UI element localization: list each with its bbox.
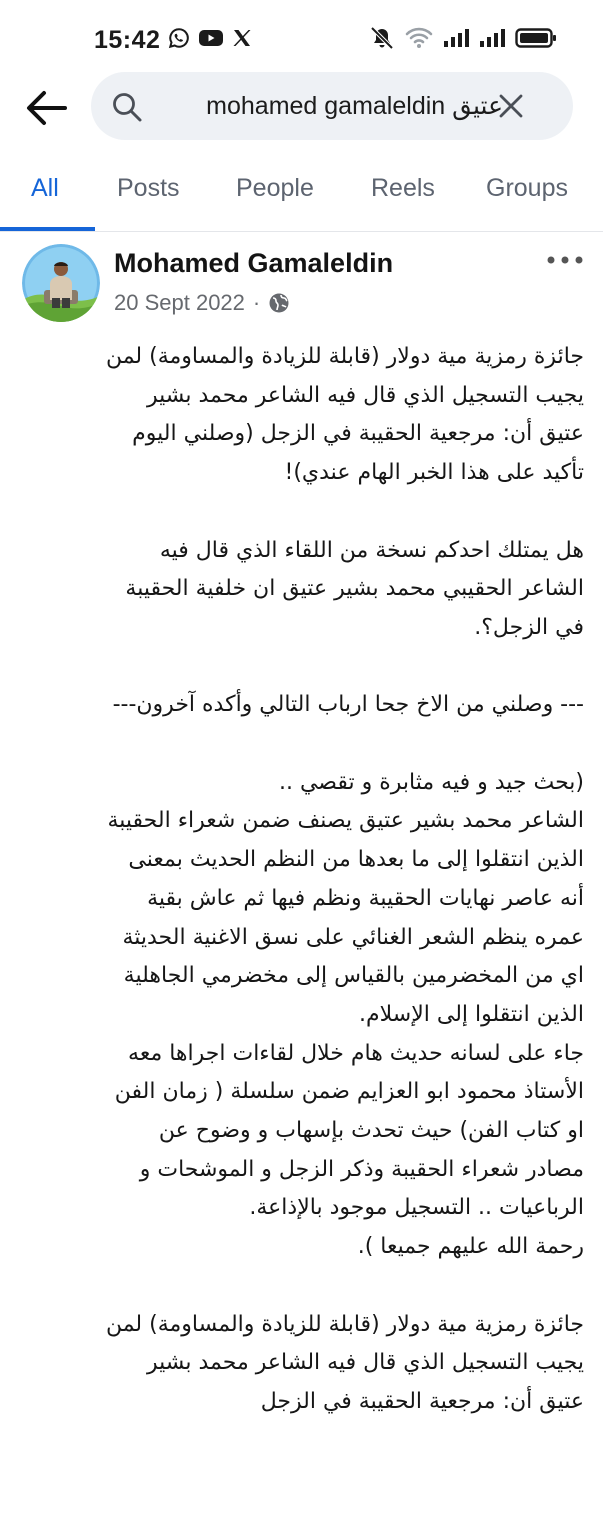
signal-icon — [479, 28, 505, 48]
post-text-line: الأستاذ محمود ابو العزايم ضمن سلسلة ( زمان الفن — [114, 1079, 584, 1105]
post-text-line: الرباعيات .. التسجيل موجود بالإذاعة. — [249, 1195, 584, 1221]
post-text-line: أنه عاصر نهايات الحقيبة ونظم فيها ثم عاش بقية — [147, 885, 584, 911]
clear-search-icon[interactable] — [497, 92, 525, 120]
post-text-line: او كتاب الفن) حيث تحدث بإسهاب و وضوح عن — [158, 1118, 584, 1144]
globe-icon — [268, 292, 290, 314]
post-text-line: جائزة رمزية مية دولار (قابلة للزيادة والمساومة) لمن — [105, 344, 584, 369]
post-text — [18, 338, 584, 1422]
post-text-line: الشاعر محمد بشير عتيق يصنف ضمن شعراء الحقيبة — [107, 808, 584, 834]
post-date[interactable]: 20 Sept 2022 — [114, 290, 245, 315]
search-input[interactable] — [153, 86, 503, 126]
paragraph-gap — [18, 648, 584, 687]
post-text-line: يجيب التسجيل الذي قال فيه الشاعر محمد بشير — [146, 1350, 584, 1376]
mute-icon — [369, 26, 395, 50]
status-time: 15:42 — [94, 26, 161, 54]
search-filter-tabs — [0, 160, 603, 232]
meta-separator: · — [252, 290, 261, 315]
author-avatar[interactable] — [22, 244, 100, 322]
post-text-line: عتيق أن: مرجعية الحقيبة في الزجل — [260, 1388, 584, 1414]
post-text-line: تأكيد على هذا الخبر الهام عندي)! — [284, 460, 584, 486]
whatsapp-icon — [168, 27, 190, 49]
post-text-line: عمره ينظم الشعر الغنائي على نسق الاغنية الحديثة — [122, 924, 584, 950]
x-icon — [232, 28, 252, 48]
post-text-line: رحمة الله عليهم جميعا ). — [357, 1234, 584, 1260]
post-text-line: يجيب التسجيل الذي قال فيه الشاعر محمد بشير — [146, 382, 584, 408]
battery-icon — [515, 27, 557, 49]
search-bar[interactable] — [91, 72, 573, 140]
post-text-line: مصادر شعراء الحقيبة وذكر الزجل و الموشحات و — [139, 1156, 584, 1182]
system-icons — [369, 26, 557, 50]
post-text-line: (بحث جيد و فيه مثابرة و تقصي .. — [278, 769, 584, 795]
back-arrow-icon — [25, 90, 67, 126]
tabs-divider — [0, 231, 603, 232]
status-bar — [0, 0, 603, 78]
tab-posts[interactable]: Posts — [117, 174, 180, 202]
notification-icons — [168, 27, 252, 49]
post-text-line: جائزة رمزية مية دولار (قابلة للزيادة والمساومة) لمن — [105, 1311, 584, 1337]
more-options-icon[interactable] — [546, 248, 584, 272]
tab-all[interactable]: All — [31, 174, 59, 202]
paragraph-gap — [18, 725, 584, 764]
search-icon — [111, 91, 143, 123]
paragraph-gap — [18, 1267, 584, 1306]
post-text-line: الشاعر الحقيبي محمد بشير عتيق ان خلفية الحقيبة — [125, 576, 584, 602]
post-text-line: الذين انتقلوا إلى الإسلام. — [359, 1001, 584, 1027]
post-text-line: اي من المخضرمين بالقياس إلى مخضرمي الجاهلية — [123, 963, 584, 989]
paragraph-gap — [18, 493, 584, 532]
post-text-line: --- وصلني من الاخ جحا ارباب التالي وأكده آخرون--- — [112, 692, 584, 718]
post-text-line: عتيق أن: مرجعية الحقيبة في الزجل (وصلني اليوم — [132, 421, 584, 447]
tab-reels[interactable]: Reels — [371, 174, 435, 202]
signal-icon — [443, 28, 469, 48]
author-name[interactable]: Mohamed Gamaleldin — [114, 248, 394, 278]
post-meta — [114, 290, 290, 316]
post-text-line: جاء على لسانه حديث هام خلال لقاءات اجراها معه — [128, 1040, 584, 1066]
youtube-icon — [198, 28, 224, 48]
tab-people[interactable]: People — [236, 174, 314, 202]
back-button[interactable] — [22, 84, 70, 132]
post-text-line: هل يمتلك احدكم نسخة من اللقاء الذي قال فيه — [159, 537, 584, 563]
wifi-icon — [405, 27, 433, 49]
post-text-line: الذين انتقلوا إلى ما بعدها من النظم الحديث بمعنى — [128, 847, 584, 873]
profile-photo-icon — [22, 244, 100, 322]
post-text-line: في الزجل؟. — [474, 614, 584, 640]
tab-groups[interactable]: Groups — [486, 174, 568, 202]
